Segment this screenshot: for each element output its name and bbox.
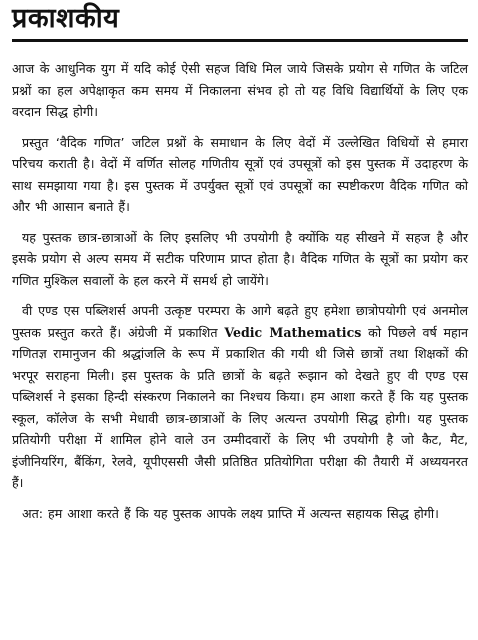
title-underline bbox=[12, 39, 468, 42]
paragraph-1: आज के आधुनिक युग में यदि कोई ऐसी सहज विधि मिल जाये जिसके प्रयोग से गणित के जटिल प्रश्नों का हल अपेक्षाकृत कम समय में निकालना संभव हो तो यह विधि विद्यार्थियों के लिए एक वरदान सिद्ध होगी। bbox=[12, 61, 468, 119]
paragraph-4 bbox=[12, 300, 468, 494]
page-title: प्रकाशकीय bbox=[12, 3, 120, 34]
paragraph-4-text-before: वी एण्ड एस पब्लिशर्स अपनी उत्कृष्ट परम्परा के आगे बढ़ते हुए हमेशा छात्रोपयोगी एवं अनमोल पुस्तक प्रस्तुत करते हैं। अंग्रेजी में प्रकाशित bbox=[12, 303, 468, 340]
paragraph-4-text-after: को पिछले वर्ष महान गणितज्ञ रामानुजन की श्रद्धांजलि के रूप में प्रकाशित की गयी थी जिसे छात्रों तथा शिक्षकों की भरपूर सराहना मिली। इस पुस्तक के प्रति छात्रों के बढ़ते रूझान को देखते हुए वी एण्ड एस पब्लिशर्स ने इसका हिन्दी संस्करण निकालने का निश्चय किया। हम आशा करते हैं कि यह पुस्तक स्कूल, कॉलेज के सभी मेधावी छात्र-छात्राओं के लिए अत्यन्त उपयोगी सिद्ध होगी। यह पुस्तक प्रतियोगी परीक्षा में शामिल होने वाले उन उम्मीदवारों के लिए भी उपयोगी है जो कैट, मैट, इंजीनियरिंग, बैंकिंग, रेलवे, यूपीएससी जैसी प्रतिष्ठित प्रतियोगिता परीक्षा की तैयारी में अध्ययनरत हैं। bbox=[12, 324, 469, 490]
paragraph-2: प्रस्तुत ‘वैदिक गणित’ जटिल प्रश्नों के समाधान के लिए वेदों में उल्लेखित विधियों से हमारा परिचय कराती है। वेदों में वर्णित सोलह गणितीय सूत्रों एवं उपसूत्रों को इस पुस्तक में उदाहरण के साथ समझाया गया है। इस पुस्तक में उपर्युक्त सूत्रों एवं उपसूत्रों का स्पष्टीकरण वैदिक गणित को और भी आसान बनाते हैं। bbox=[12, 134, 468, 214]
book-title-english: Vedic Mathematics bbox=[224, 324, 362, 340]
paragraph-3: यह पुस्तक छात्र-छात्राओं के लिए इसलिए भी उपयोगी है क्योंकि यह सीखने में सहज है और इसके प्रयोग से अल्प समय में सटीक परिणाम प्राप्त होता है। वैदिक गणित के सूत्रों का प्रयोग कर गणित मुश्किल सवालों के हल करने में समर्थ हो जायेंगे। bbox=[12, 229, 468, 288]
paragraph-closing: अत: हम आशा करते हैं कि यह पुस्तक आपके लक्ष्य प्राप्ति में अत्यन्त सहायक सिद्ध होगी। bbox=[22, 505, 439, 521]
